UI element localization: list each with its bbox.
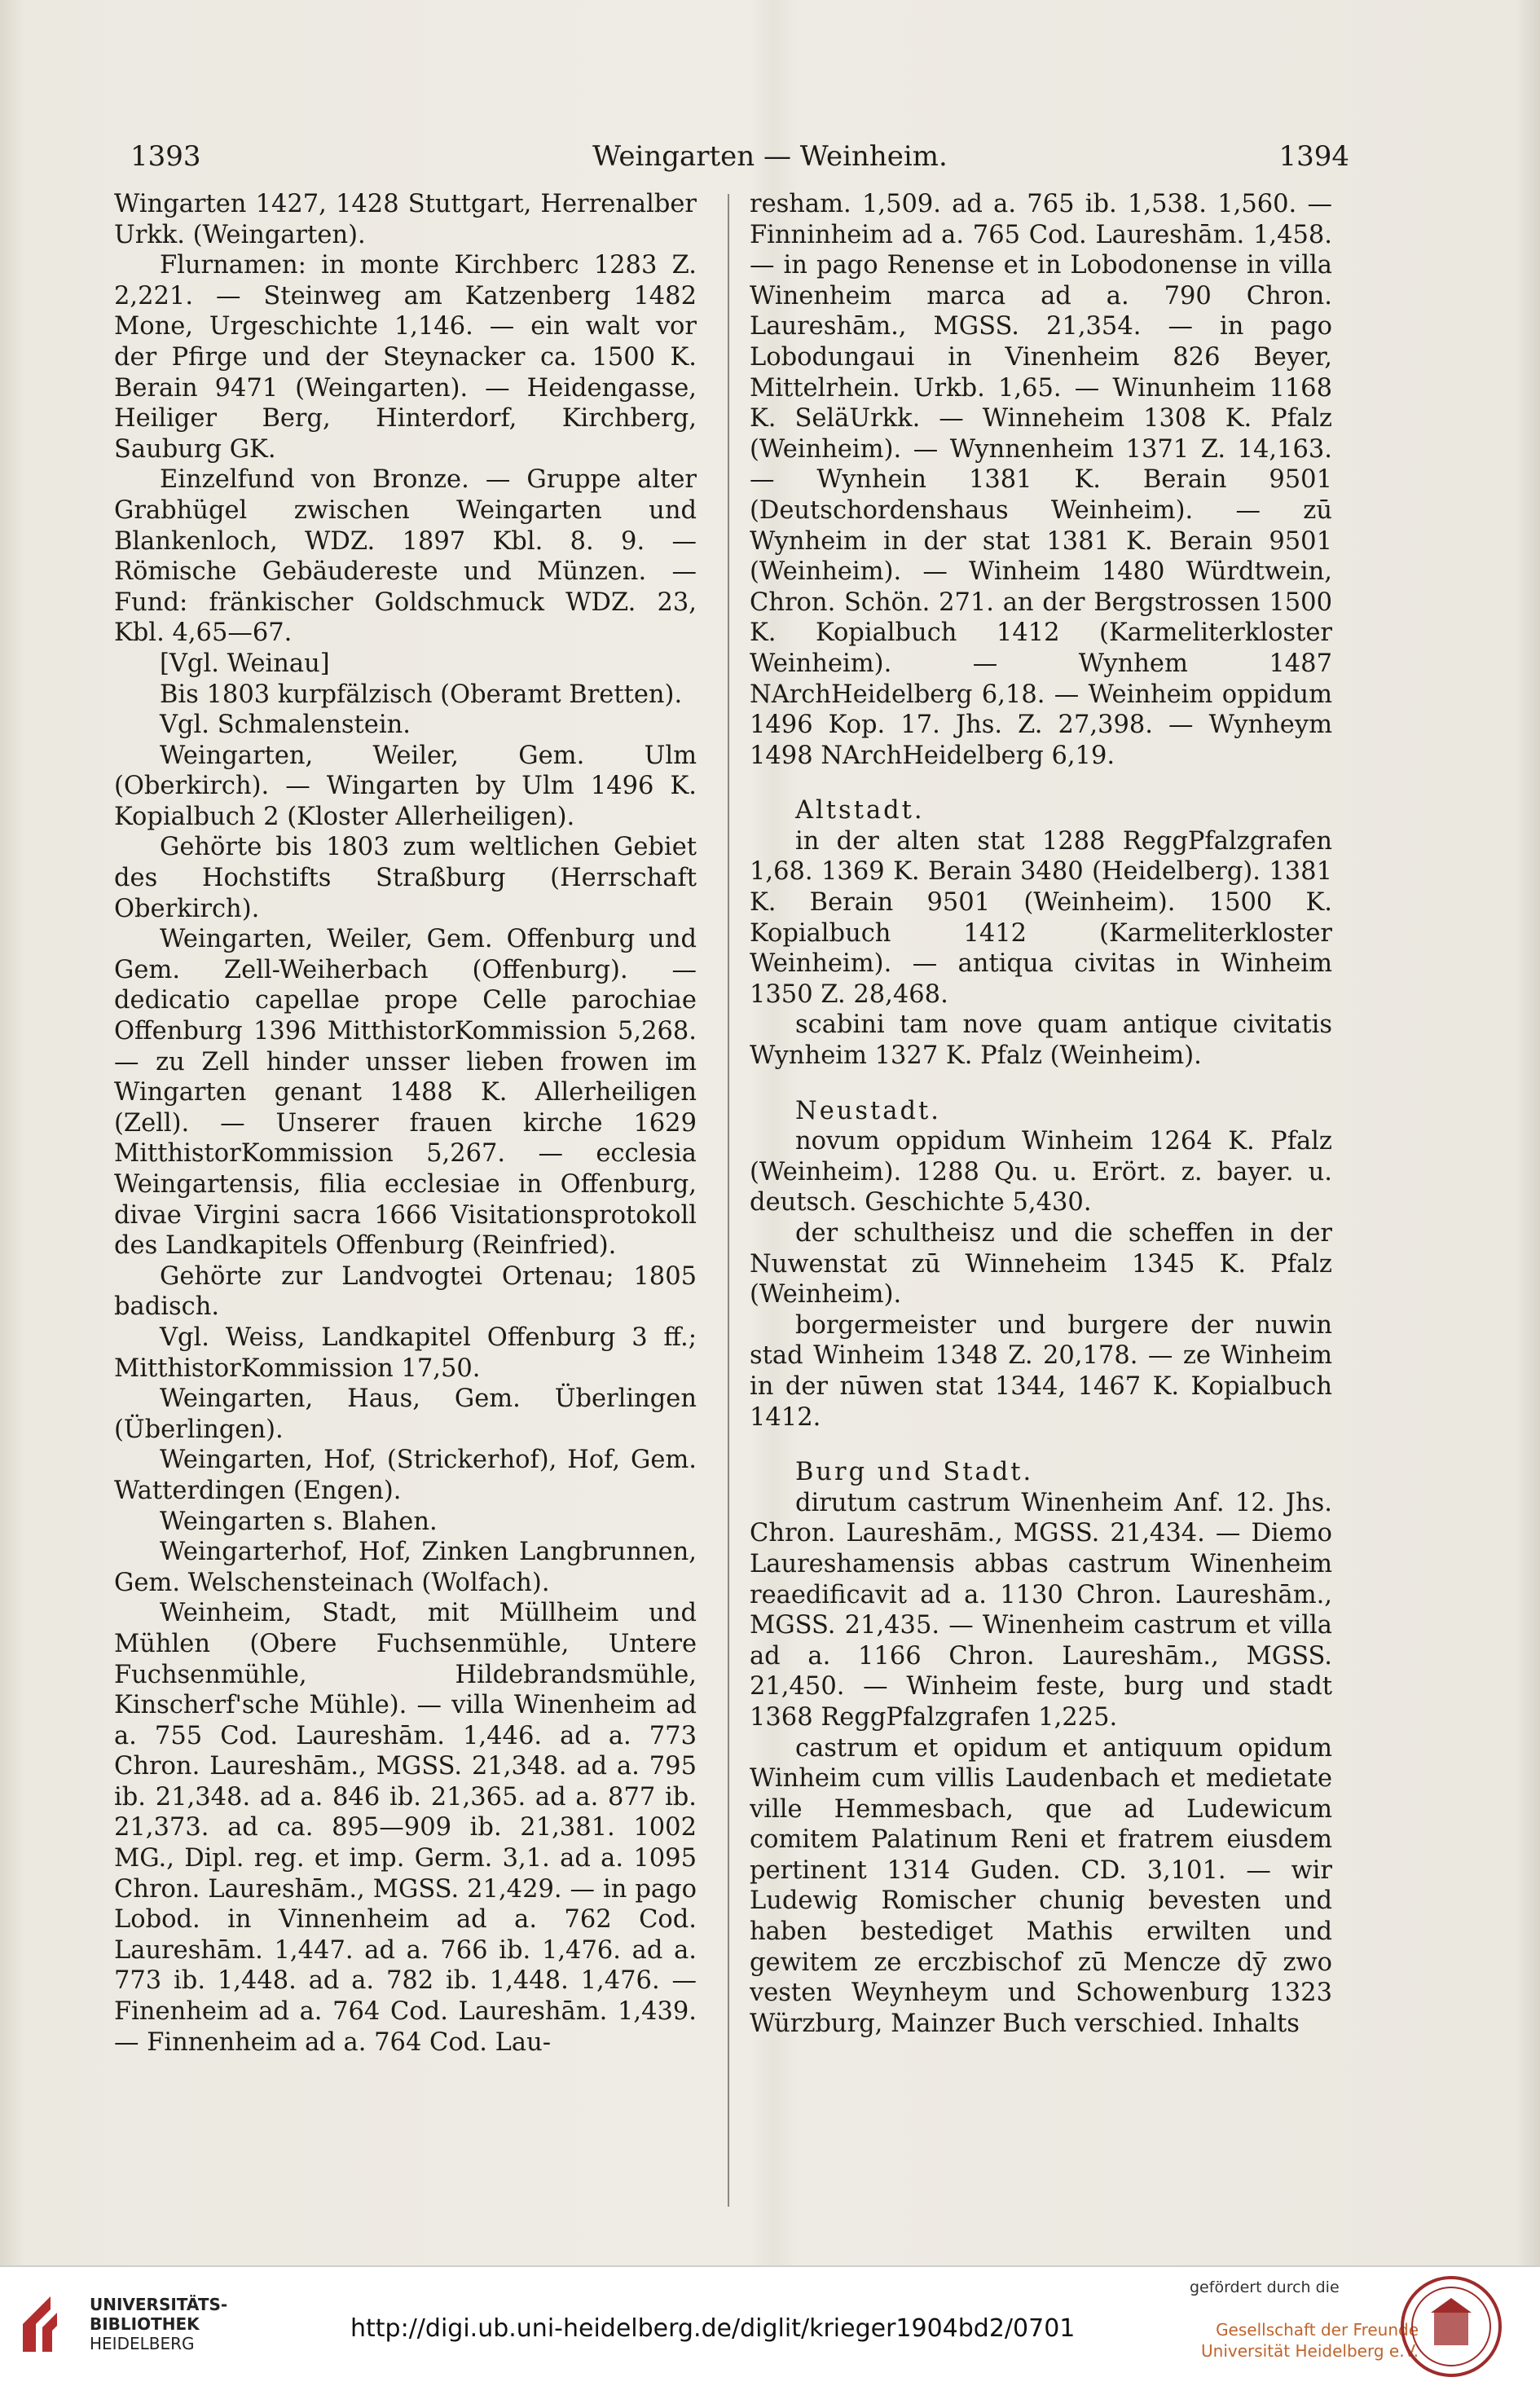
entry-weingarten-haus: Weingarten, Haus, Gem. Überlingen (Überlingen). [114, 1384, 697, 1444]
paragraph: Wingarten 1427, 1428 Stuttgart, Herrenalber Urkk. (Weingarten). [114, 190, 697, 249]
entry-weingarten-ulm: Weingarten, Weiler, Gem. Ulm (Oberkirch). — Wingarten by Ulm 1496 K. Kopialbuch 2 (Kloster Allerheiligen). [114, 741, 697, 831]
sponsor-name[interactable] [1201, 2319, 1419, 2362]
entry-weingarten-offenburg: Weingarten, Weiler, Gem. Offenburg und Gem. Zell-Weiherbach (Offenburg). — dedicatio capellae prope Celle parochiae Offenburg 1396 MitthistorKommission 5,268. — zu Zell hinder unsser lieben frowen im Wingarten genant 1488 K. Allerheiligen (Zell). — Unserer frauen kirche 1629 MitthistorKommission 5,267. — ecclesia Weingartensis, filia ecclesiae in Offenburg, divae Virgini sacra 1666 Visitationsprotokoll des Landkapitels Offenburg (Reinfried). [114, 925, 697, 1261]
entry-weinheim: Weinheim, Stadt, mit Müllheim und Mühlen (Obere Fuchsenmühle, Untere Fuchsenmühle, Hildebrandsmühle, Kinscherf'sche Mühle). — villa Winenheim ad a. 755 Cod. Laureshām. 1,446. ad a. 773 Chron. Laureshām., MGSS. 21,348. ad a. 795 ib. 21,348. ad a. 846 ib. 21,365. ad a. 877 ib. 21,373. ad ca. 895—909 ib. 21,381. 1002 MG., Dipl. reg. et imp. Germ. 3,1. ad a. 1095 Chron. Laureshām., MGSS. 21,429. — in pago Lobod. in Vinnenheim ad a. 762 Cod. Laureshām. 1,447. ad a. 766 ib. 1,476. ad a. 773 ib. 1,448. ad a. 782 ib. 1,448. 1,476. — Finenheim ad a. 764 Cod. Laureshām. 1,439. — Finnenheim ad a. 764 Cod. Lau- [114, 1599, 697, 2057]
entry-weingarterhof: Weingarterhof, Hof, Zinken Langbrunnen, Gem. Welschensteinach (Wolfach). [114, 1538, 697, 1597]
sponsor-label: gefördert durch die [1190, 2278, 1340, 2296]
university-library-name[interactable] [90, 2295, 227, 2353]
paragraph: dirutum castrum Winenheim Anf. 12. Jhs. Chron. Laureshām., MGSS. 21,434. — Diemo Laureshamensis abbas castrum Winenheim reaedificavit ad a. 1130 Chron. Laureshām., MGSS. 21,435. — Winenheim castrum et villa ad a. 1166 Chron. Laureshām., MGSS. 21,450. — Winheim feste, burg und stadt 1368 ReggPfalzgrafen 1,225. [750, 1488, 1332, 1732]
entry-weingarten-hof: Weingarten, Hof, (Strickerhof), Hof, Gem. Watterdingen (Engen). [114, 1446, 697, 1505]
paragraph: Flurnamen: in monte Kirchberc 1283 Z. 2,221. — Steinweg am Katzenberg 1482 Mone, Urgeschichte 1,146. — ein walt vor der Pfirge und der Steynacker ca. 1500 K. Berain 9471 (Weingarten). — Heidengasse, Heiliger Berg, Hinterdorf, Kirchberg, Sauburg GK. [114, 251, 697, 464]
sponsor-name-line: Gesellschaft der Freunde [1216, 2320, 1419, 2340]
paragraph: Bis 1803 kurpfälzisch (Oberamt Bretten). [160, 680, 683, 709]
paragraph: novum oppidum Winheim 1264 K. Pfalz (Weinheim). 1288 Qu. u. Erört. z. bayer. u. deutsch. Geschichte 5,430. [750, 1127, 1332, 1217]
left-column [114, 189, 697, 2226]
paragraph: borgermeister und burgere der nuwin stad Winheim 1348 Z. 20,178. — ze Winheim in der nūwen stat 1344, 1467 K. Kopialbuch 1412. [750, 1310, 1332, 1432]
paragraph: Gehörte zur Landvogtei Ortenau; 1805 badisch. [114, 1261, 697, 1322]
paragraph: [Vgl. Weinau] [160, 649, 330, 678]
running-head [0, 140, 1540, 173]
paragraph: Gehörte bis 1803 zum weltlichen Gebiet des Hochstifts Straßburg (Herrschaft Oberkirch). [114, 833, 697, 923]
paragraph: scabini tam nove quam antique civitatis Wynheim 1327 K. Pfalz (Weinheim). [750, 1010, 1332, 1071]
right-column [750, 189, 1332, 2226]
sponsor-name-line: Universität Heidelberg e.V. [1201, 2341, 1419, 2361]
section-heading-altstadt: Altstadt. [795, 796, 925, 825]
paragraph: resham. 1,509. ad a. 765 ib. 1,538. 1,560. — Finninheim ad a. 765 Cod. Laureshām. 1,458. — in pago Renense et in Lobodonense in villa Winenheim marca ad a. 790 Chron. Laureshām., MGSS. 21,354. — in pago Lobodungaui in Vinenheim 826 Beyer, Mittelrhein. Urkb. 1,65. — Winunheim 1168 K. SeläUrkk. — Winneheim 1308 K. Pfalz (Weinheim). — Wynnenheim 1371 Z. 14,163. — Wynhein 1381 K. Berain 9501 (Deutschordenshaus Weinheim). — zū Wynheim in der stat 1381 K. Berain 9501 (Weinheim). — Winheim 1480 Würdtwein, Chron. Schön. 271. an der Bergstrossen 1500 K. Kopialbuch 1412 (Karmeliterkloster Weinheim). — Wynhem 1487 NArchHeidelberg 6,18. — Weinheim oppidum 1496 Kop. 17. Jhs. Z. 27,398. — Wynheym 1498 NArchHeidelberg 6,19. [750, 190, 1332, 770]
paragraph: Vgl. Weiss, Landkapitel Offenburg 3 ff.; MitthistorKommission 17,50. [114, 1323, 697, 1383]
paragraph: Einzelfund von Bronze. — Gruppe alter Grabhügel zwischen Weingarten und Blankenloch, WDZ. 1897 Kbl. 8. 9. — Römische Gebäudereste und Münzen. — Fund: fränkischer Goldschmuck WDZ. 23, Kbl. 4,65—67. [114, 465, 697, 648]
library-name-line: BIBLIOTHEK [90, 2314, 200, 2334]
paragraph: castrum et opidum et antiquum opidum Winheim cum villis Laudenbach et medietate ville Hemmesbach, que ad Ludewicum comitem Palatinum Reni et fratrem eiusdem pertinent 1314 Guden. CD. 3,101. — wir Ludewig Romischer chunig bevesten und haben bestediget Mathis erwilten und gewitem ze erczbischof zū Mencze dȳ zwo vesten Weynheym und Schowenburg 1323 Würzburg, Mainzer Buch verschied. Inhalts [750, 1733, 1332, 2038]
page-number-left: 1393 [130, 140, 201, 173]
section-heading-neustadt: Neustadt. [795, 1096, 941, 1125]
paragraph: der schultheisz und die scheffen in der Nuwenstat zū Winneheim 1345 K. Pfalz (Weinheim). [750, 1219, 1332, 1310]
footer-bar [0, 2265, 1540, 2386]
page-title: Weingarten — Weinheim. [592, 140, 948, 173]
university-library-logo-icon[interactable] [18, 2291, 83, 2357]
library-name-line: UNIVERSITÄTS- [90, 2295, 228, 2314]
spacer [750, 1433, 1332, 1457]
section-heading-burg-und-stadt: Burg und Stadt. [795, 1458, 1034, 1487]
paragraph: in der alten stat 1288 ReggPfalzgrafen 1,68. 1369 K. Berain 3480 (Heidelberg). 1381 K. Berain 9501 (Weinheim). 1500 K. Kopialbuch 1412 (Karmeliterkloster Weinheim). — antiqua civitas in Winheim 1350 Z. 28,468. [750, 826, 1332, 1009]
library-name-line: HEIDELBERG [90, 2334, 195, 2353]
university-seal-icon [1398, 2274, 1504, 2379]
spacer [750, 771, 1332, 795]
spacer [750, 1072, 1332, 1096]
column-divider [728, 194, 729, 2207]
paragraph: Vgl. Schmalenstein. [160, 711, 411, 740]
entry-weingarten-blahen: Weingarten s. Blahen. [160, 1507, 438, 1536]
permalink-url[interactable]: http://digi.ub.uni-heidelberg.de/diglit/krieger1904bd2/0701 [350, 2314, 1076, 2343]
page-number-right: 1394 [1278, 140, 1349, 173]
